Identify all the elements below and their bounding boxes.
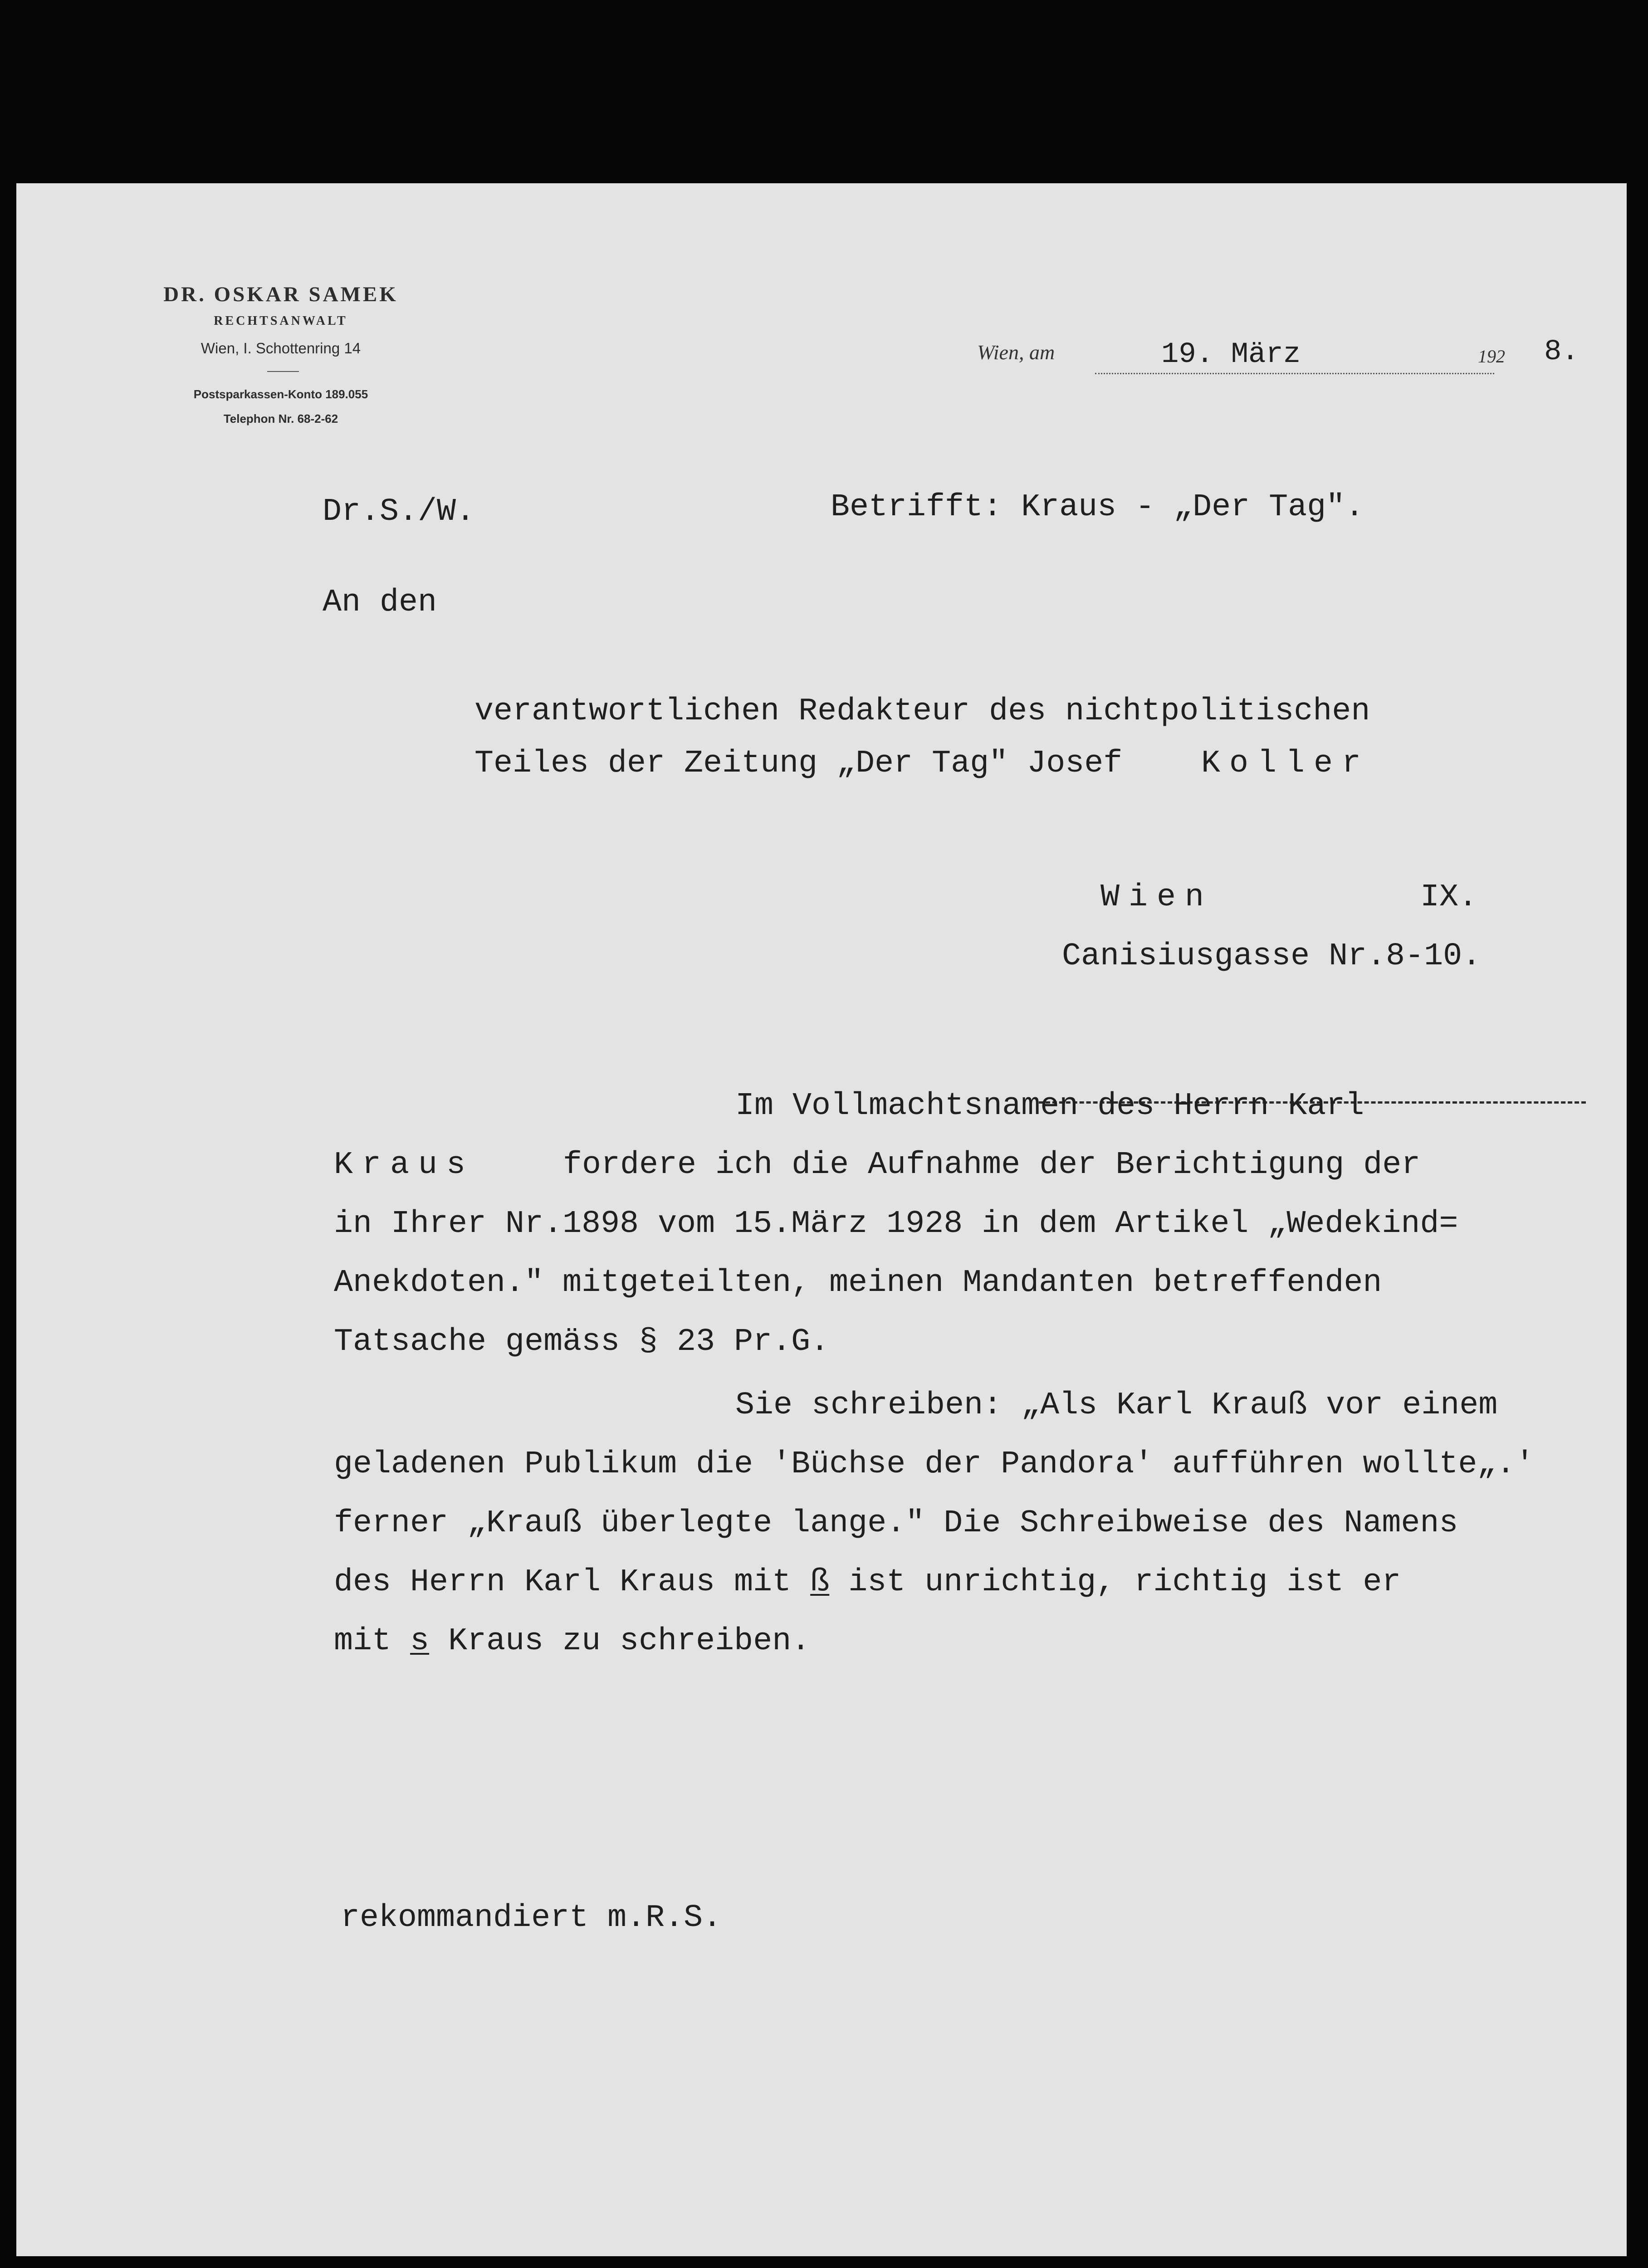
underlined-letter-s: s <box>410 1623 430 1659</box>
body-p1-line-2: fordere ich die Aufnahme der Berichtigung der <box>563 1147 1421 1183</box>
body-p2-line-5b: Kraus zu schreiben. <box>448 1623 811 1659</box>
body-p2-line-2: geladenen Publikum die 'Büchse der Pandora' aufführen wollte„.' <box>334 1447 1535 1482</box>
body-p1-line-4: Anekdoten." mitgeteilten, meinen Mandanten betreffenden <box>334 1265 1382 1301</box>
body-p1-name: Kraus <box>334 1147 475 1183</box>
body-p1-line-5: Tatsache gemäss § 23 Pr.G. <box>334 1324 830 1360</box>
date-year-digit: 8. <box>1544 336 1579 368</box>
body-p1-line-3: in Ihrer Nr.1898 vom 15.März 1928 in dem Artikel „Wedekind= <box>334 1206 1458 1242</box>
letterhead-address: Wien, I. Schottenring 14 <box>200 340 361 357</box>
letterhead-phone: Telephon Nr. 68-2-62 <box>223 412 338 425</box>
underlined-letter-eszett: ß <box>810 1564 830 1600</box>
body-p2-line-4a: des Herrn Karl Kraus mit <box>334 1564 792 1600</box>
recipient-line-1: verantwortlichen Redakteur des nichtpolitischen <box>474 694 1370 729</box>
footer-note: rekommandiert m.R.S. <box>341 1900 722 1936</box>
date-dotted-line <box>1095 373 1494 374</box>
recipient-name: Koller <box>1201 746 1370 782</box>
subject-line: Betrifft: Kraus - „Der Tag". <box>831 489 1364 525</box>
body-p2-line-3: ferner „Krauß überlegte lange." Die Schreibweise des Namens <box>334 1505 1458 1541</box>
letterhead-name: DR. OSKAR SAMEK <box>163 283 398 306</box>
letterhead-postal-account: Postsparkassen-Konto 189.055 <box>193 387 368 401</box>
body-p1-line-1: Im Vollmachtsnamen des Herrn Karl <box>735 1088 1364 1124</box>
body-p2-line-5 <box>334 1623 811 1659</box>
date-day-month: 19. März <box>1161 338 1301 371</box>
recipient-city: Wien <box>1100 880 1213 915</box>
letterhead-divider <box>267 371 299 372</box>
recipient-street: Canisiusgasse Nr.8-10. <box>1062 938 1482 974</box>
recipient-district: IX. <box>1420 880 1478 915</box>
letter-page <box>16 183 1627 2256</box>
body-p2-line-5a: mit <box>334 1623 391 1659</box>
reference-code: Dr.S./W. <box>323 494 475 530</box>
body-p2-line-4 <box>334 1564 1401 1600</box>
letterhead-profession: RECHTSANWALT <box>214 314 348 328</box>
date-year-prefix: 192 <box>1478 346 1505 367</box>
salutation: An den <box>323 585 437 621</box>
body-p2-line-4b: ist unrichtig, richtig ist er <box>848 1564 1401 1600</box>
date-prefix: Wien, am <box>977 341 1055 364</box>
body-p2-line-1: Sie schreiben: „Als Karl Krauß vor einem <box>735 1388 1498 1423</box>
recipient-line-2: Teiles der Zeitung „Der Tag" Josef <box>474 746 1123 782</box>
